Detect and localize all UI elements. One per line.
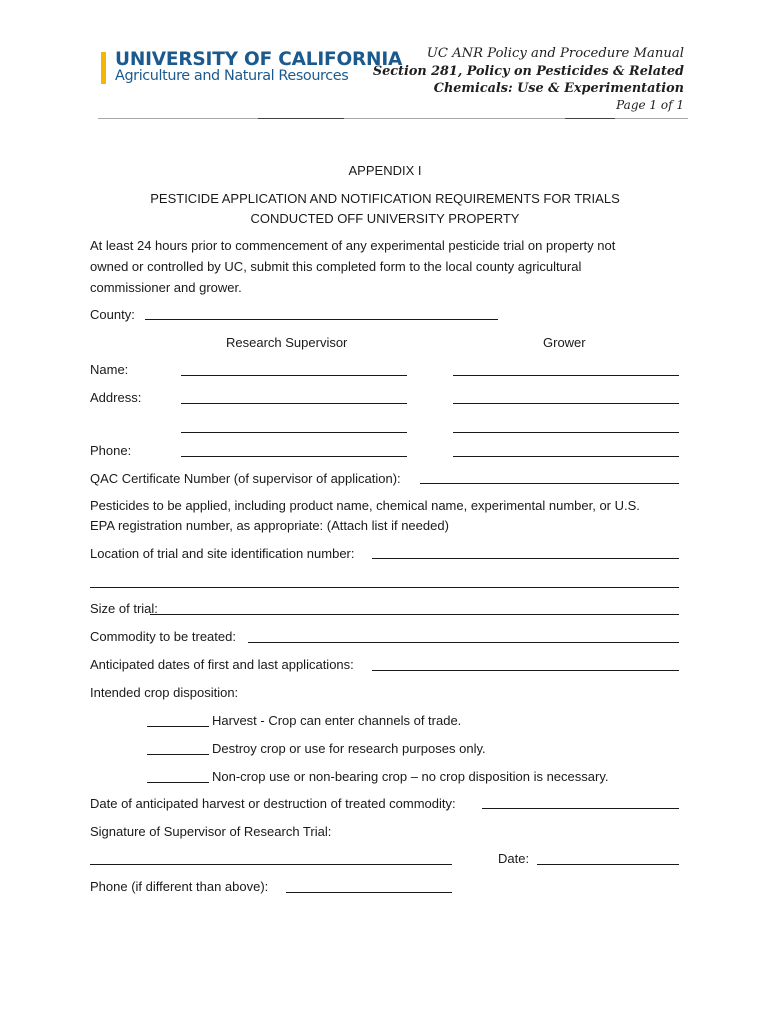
option-harvest: Harvest - Crop can enter channels of trade.	[212, 713, 462, 728]
disposition-label: Intended crop disposition:	[90, 685, 239, 700]
application-dates-field[interactable]	[372, 670, 679, 671]
name-label: Name:	[90, 362, 129, 377]
grower-address-field-2[interactable]	[453, 432, 679, 433]
signature-label: Signature of Supervisor of Research Trial:	[90, 824, 332, 839]
research-supervisor-heading: Research Supervisor	[226, 335, 348, 350]
form-title-line1: PESTICIDE APPLICATION AND NOTIFICATION REQUIREMENTS FOR TRIALS	[150, 191, 620, 206]
option-noncrop: Non-crop use or non-bearing crop – no crop disposition is necessary.	[212, 769, 609, 784]
grower-heading: Grower	[543, 335, 586, 350]
date-label: Date:	[498, 851, 530, 866]
commodity-field[interactable]	[248, 642, 679, 643]
size-field[interactable]	[150, 614, 679, 615]
application-dates-label: Anticipated dates of first and last applications:	[90, 657, 354, 672]
qac-field[interactable]	[420, 483, 679, 484]
appendix-heading: APPENDIX I	[348, 163, 422, 178]
intro-line1: At least 24 hours prior to commencement of any experimental pesticide trial on property not	[90, 238, 616, 253]
commodity-label: Commodity to be treated:	[90, 629, 236, 644]
grower-phone-field[interactable]	[453, 456, 679, 457]
qac-label: QAC Certificate Number (of supervisor of application):	[90, 471, 401, 486]
destroy-checkbox-blank[interactable]	[147, 754, 209, 755]
phone-label: Phone:	[90, 443, 132, 458]
location-label: Location of trial and site identification number:	[90, 546, 355, 561]
intro-line3: commissioner and grower.	[90, 280, 242, 295]
address-label: Address:	[90, 390, 142, 405]
county-label: County:	[90, 307, 135, 322]
page-number: Page 1 of 1	[616, 98, 684, 112]
harvest-date-label: Date of anticipated harvest or destruction of treated commodity:	[90, 796, 456, 811]
pesticides-label-line2: EPA registration number, as appropriate: (Attach list if needed)	[90, 518, 449, 533]
harvest-checkbox-blank[interactable]	[147, 726, 209, 727]
header-rule-accent-right	[565, 118, 615, 119]
noncrop-checkbox-blank[interactable]	[147, 782, 209, 783]
logo-university-of-california: UNIVERSITY OF CALIFORNIA	[115, 49, 403, 70]
supervisor-phone-field[interactable]	[181, 456, 407, 457]
logo-agriculture-natural-resources: Agriculture and Natural Resources	[115, 68, 349, 84]
signature-date-field[interactable]	[537, 864, 679, 865]
location-field-continued[interactable]	[90, 587, 679, 588]
size-label: Size of trial:	[90, 601, 158, 616]
supervisor-address-field-1[interactable]	[181, 403, 407, 404]
county-field[interactable]	[145, 319, 498, 320]
signature-field[interactable]	[90, 864, 452, 865]
option-destroy: Destroy crop or use for research purposes only.	[212, 741, 486, 756]
grower-name-field[interactable]	[453, 375, 679, 376]
section-title-line2: Chemicals: Use & Experimentation	[433, 81, 684, 96]
form-title-line2: CONDUCTED OFF UNIVERSITY PROPERTY	[250, 211, 520, 226]
alternate-phone-label: Phone (if different than above):	[90, 879, 269, 894]
alternate-phone-field[interactable]	[286, 892, 452, 893]
harvest-date-field[interactable]	[482, 808, 679, 809]
logo-gold-bar	[101, 52, 106, 84]
header-rule-accent-left	[258, 118, 344, 119]
pesticides-label-line1: Pesticides to be applied, including product name, chemical name, experimental number, or U.S.	[90, 498, 640, 513]
manual-title: UC ANR Policy and Procedure Manual	[426, 46, 684, 61]
supervisor-name-field[interactable]	[181, 375, 407, 376]
grower-address-field-1[interactable]	[453, 403, 679, 404]
supervisor-address-field-2[interactable]	[181, 432, 407, 433]
location-field[interactable]	[372, 558, 679, 559]
intro-line2: owned or controlled by UC, submit this completed form to the local county agricultural	[90, 259, 582, 274]
section-title-line1: Section 281, Policy on Pesticides & Related	[372, 64, 684, 79]
